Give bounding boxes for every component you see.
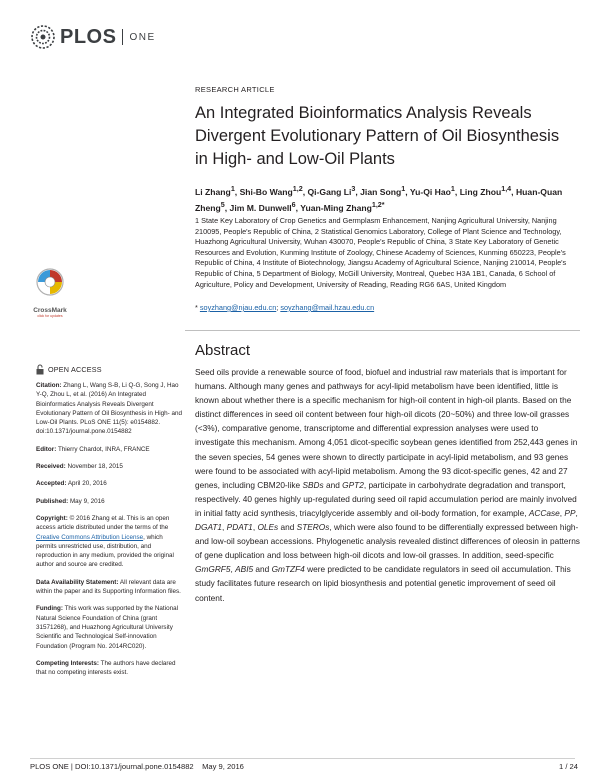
author-affiliation-sup: 6	[291, 200, 296, 209]
author-affiliation-sup: 1,4	[501, 185, 512, 193]
author-affiliation-sup: 1	[450, 185, 455, 193]
accepted-date: April 20, 2016	[67, 480, 107, 488]
author-name: Li Zhang	[195, 186, 231, 197]
editor-label: Editor:	[36, 445, 57, 453]
page-number: 1 / 24	[559, 762, 578, 771]
open-access-badge	[36, 364, 182, 375]
gene-name: PP	[564, 507, 576, 518]
competing-interests-label: Competing Interests:	[36, 659, 99, 667]
abstract-punct: ,	[252, 522, 258, 533]
author-name: Jian Song	[360, 186, 402, 197]
author-name: Huan-Quan Zheng	[195, 186, 563, 213]
footer-citation: PLOS ONE | DOI:10.1371/journal.pone.0154882 May 9, 2016	[30, 762, 244, 771]
footer-divider	[30, 758, 575, 759]
gene-name: PDAT1	[226, 522, 253, 533]
abstract-text: , which were also found to be differentially expressed between high- and low-oil soybean accessions. Phylogenetic analysis revealed distinct differences of oleosin in patterns of gene duplication and loss between high-oil dicots and low-oil grasses. In addition, seed-specific	[195, 522, 580, 561]
author-name: Shi-Bo Wang	[239, 186, 293, 197]
competing-interests-block	[36, 659, 182, 678]
abstract-text: were predicted to be candidate regulators in seed oil accumulation. This study facilitates future research on lipid biosynthesis and potential genetic improvement of seed oil content.	[195, 564, 571, 603]
author-name: Yuan-Ming Zhang	[300, 202, 372, 213]
section-divider	[185, 330, 580, 331]
corresponding-marker: *	[195, 303, 198, 312]
author-name: Qi-Gang Li	[307, 186, 352, 197]
abstract-text: Seed oils provide a renewable source of food, biofuel and industrial raw materials that is important for humans. Although many genes and pathways for acyl-lipid metabolism have been identified, little is known about whether there is a specific mechanism for high-oil content in high-oil plants. Based on the distinct differences in seed oil content between four high-oil dicots (20~50%) and three low-oil grasses (<3%), comparative genome, transcriptome and differential expression analyses were used to investigate this mechanism. Among 4,051 dicot-specific soybean genes identified from 252,443 genes in the seven species, 54 genes were shown to directly participate in acyl-lipid metabolism, and 93 genes were found to be associated with acyl-lipid metabolism. Among the 93 dicot-specific genes, 42 and 27 genes, including CBM20-like	[195, 367, 578, 490]
crossmark-sub: click for updates	[37, 314, 63, 318]
published-block	[36, 497, 182, 506]
copyright-text-end: , which permits unrestricted use, distribution, and reproduction in any medium, provided the original author and source are credited.	[36, 533, 174, 569]
logo-plos-text: PLOS	[60, 25, 117, 48]
funding-label: Funding:	[36, 605, 63, 613]
author-affiliation-sup: 3	[351, 185, 356, 193]
abstract-text: and	[253, 564, 272, 575]
author-affiliation-sup: 1,2	[292, 185, 303, 193]
data-availability-text: All relevant data are within the paper and its Supporting Information files.	[36, 578, 181, 596]
email-separator: ;	[276, 303, 279, 312]
copyright-text: © 2016 Zhang et al. This is an open access article distributed under the terms of the	[36, 514, 170, 532]
article-title: An Integrated Bioinformatics Analysis Reveals Divergent Evolutionary Pattern of Oil Biosynthesis in High- and Low-Oil Plants	[195, 104, 560, 168]
editor-text: Thierry Chardot, INRA, FRANCE	[57, 445, 150, 453]
affiliations: 1 State Key Laboratory of Crop Genetics and Germplasm Enhancement, Nanjing Agricultural University, Nanjing 210095, People's Republic of China, 2 Statistical Genomics Laboratory, College of Plant Science and Technology, Huazhong Agricultural University, Wuhan 430070, People's Republic of China, 3 State Key Laboratory of Genetic Resources and Evolution, Kunming Institute of Zoology, Chinese Academy of Sciences, Kunming 650223, People's Republic of China, 4 Institute of Biotechnology, Jiangsu Academy of Agricultural Science, Nanjing 210014, People's Republic of China, 5 Department of Biology, McGill University, Montreal, Quebec H3A 1B1, Canada, 6 School of Agriculture, Policy and Development, University of Reading, Reading RG6 6AS, United Kingdom	[195, 216, 567, 289]
corresponding-emails	[195, 303, 374, 312]
open-access-label: OPEN ACCESS	[48, 364, 102, 374]
gene-name: GmGRF5	[195, 564, 231, 575]
author-affiliation-sup: 1	[401, 185, 406, 193]
gene-name: GPT2	[342, 479, 364, 490]
journal-logo[interactable]	[30, 22, 156, 52]
license-link[interactable]: Creative Commons Attribution License	[36, 533, 144, 541]
gene-name: ABI5	[235, 564, 254, 575]
data-availability-block	[36, 578, 182, 597]
abstract-text: and	[278, 522, 297, 533]
copyright-label: Copyright:	[36, 514, 68, 522]
email-link[interactable]: soyzhang@njau.edu.cn	[199, 303, 277, 312]
open-lock-icon	[36, 364, 44, 375]
accepted-label: Accepted:	[36, 480, 67, 488]
citation-text: Zhang L, Wang S-B, Li Q-G, Song J, Hao Y-Q, Zhou L, et al. (2016) An Integrated Bioinformatics Analysis Reveals Divergent Evolutionary Pattern of Oil Biosynthesis in High- and Low-Oil Plants. PLoS ONE 11(5): e0154882. doi:10.1371/journal.pone.0154882	[36, 382, 182, 436]
copyright-block	[36, 514, 182, 570]
received-block	[36, 462, 182, 471]
article-info-sidebar	[36, 364, 182, 685]
abstract-punct: ,	[559, 507, 565, 518]
abstract-punct: ,	[230, 564, 236, 575]
crossmark-badge[interactable]	[33, 267, 67, 318]
data-availability-label: Data Availability Statement:	[36, 578, 119, 586]
abstract-heading: Abstract	[195, 342, 251, 359]
author-affiliation-sup: 1,2*	[371, 200, 385, 209]
accepted-block	[36, 479, 182, 488]
author-affiliation-sup: 5	[220, 200, 225, 209]
author-name: Ling Zhou	[459, 186, 502, 197]
article-type: RESEARCH ARTICLE	[195, 85, 275, 94]
email-link[interactable]: soyzhang@mail.hzau.edu.cn	[280, 303, 375, 312]
published-date: May 9, 2016	[69, 497, 105, 505]
published-label: Published:	[36, 497, 69, 505]
logo-one-text: ONE	[129, 31, 156, 43]
received-date: November 18, 2015	[67, 463, 123, 471]
author-affiliation-sup: 1	[230, 185, 235, 193]
received-label: Received:	[36, 463, 66, 471]
gene-name: SBDs	[302, 479, 324, 490]
author-name: Jim M. Dunwell	[229, 202, 292, 213]
citation-block	[36, 381, 182, 437]
abstract-punct: ,	[222, 522, 227, 533]
abstract-text: and	[323, 479, 343, 490]
citation-label: Citation:	[36, 382, 62, 389]
funding-block	[36, 604, 182, 650]
logo-separator	[122, 29, 123, 45]
author-name: Yu-Qi Hao	[409, 186, 451, 197]
crossmark-icon	[35, 267, 65, 301]
gene-name: OLEs	[257, 522, 279, 533]
plos-logo-icon	[30, 24, 56, 50]
gene-name: DGAT1	[195, 522, 223, 533]
abstract-punct: ,	[575, 507, 578, 518]
author-list: Li Zhang$^1$, Shi-Bo Wang$^{1,2}$, Qi-Gang Li$^3$, Jian Song$^1$, Yu-Qi Hao$^1$, Ling Zhou$^{1,4}$, Huan-Quan Zheng$^5$, Jim M. Dunwell$^6$, Yuan-Ming Zhang$^{1,2*}$	[195, 185, 563, 213]
gene-name: GmTZF4	[271, 564, 305, 575]
abstract-body	[195, 365, 580, 605]
funding-text: This work was supported by the National Natural Science Foundation of China (grant 31571268), and Huazhong Agricultural University Scientific and Technological Self-innovation Foundation (Program No. 2014RC020).	[36, 605, 178, 650]
gene-name: STEROs	[296, 522, 330, 533]
crossmark-label: CrossMark	[33, 307, 67, 314]
editor-block	[36, 445, 182, 454]
gene-name: ACCase	[528, 507, 560, 518]
abstract-text: , participate in carbohydrate degradation and transport, respectively. 40 genes highly up-regulated during seed oil rapid accumulation period are mainly involved in initial fatty acid synthesis, triacylglyceride assembly and oil-body formation, for example,	[195, 479, 577, 518]
competing-interests-text: The authors have declared that no competing interests exist.	[36, 659, 176, 677]
